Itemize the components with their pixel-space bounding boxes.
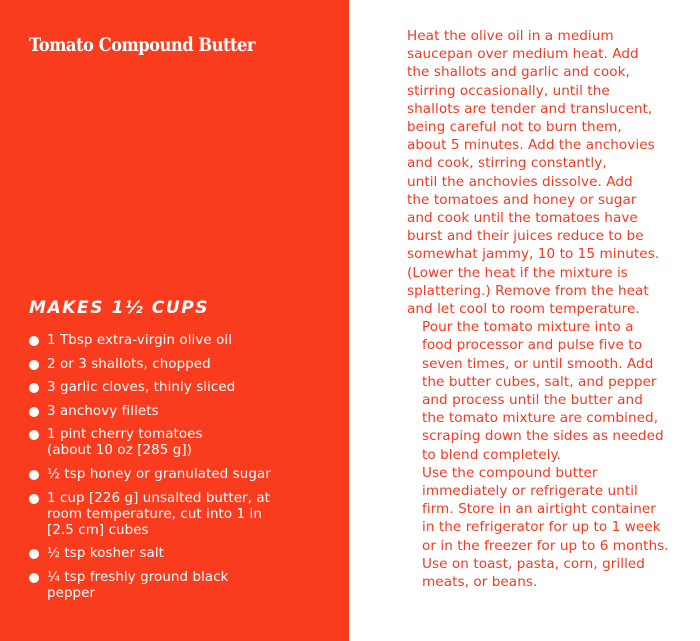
method-paragraph (407, 555, 697, 591)
method-line: firm. Store in an airtight container (422, 501, 656, 518)
method-line: seven times, or until smooth. Add (422, 355, 654, 372)
method-line: splattering.) Remove from the heat (407, 282, 649, 299)
ingredient-item (29, 333, 329, 349)
ingredient-item (29, 357, 329, 373)
method-line: Heat the olive oil in a medium (407, 28, 614, 44)
method-line: stirring occasionally, until the (407, 82, 610, 99)
method-line: being careful not to burn them, (407, 119, 622, 136)
ingredient-text: ½ tsp kosher salt (47, 546, 165, 562)
ingredient-text-line: [2.5 cm] cubes (47, 522, 149, 538)
method-line: the butter cubes, salt, and pepper (422, 373, 657, 390)
method-line: Use on toast, pasta, corn, grilled (422, 555, 645, 572)
ingredient-item (29, 546, 329, 562)
method-line: saucepan over medium heat. Add (407, 46, 639, 63)
method-line: burst and their juices reduce to be (407, 228, 644, 245)
ingredient-text-line: ¼ tsp freshly ground black (47, 569, 229, 585)
method-line: the tomato mixture are combined, (422, 410, 659, 427)
recipe-title: Tomato Compound Butter (29, 34, 256, 56)
method-line: shallots are tender and translucent, (407, 100, 653, 117)
ingredient-item (29, 467, 329, 483)
bullet-icon (29, 549, 39, 559)
method-text (407, 27, 697, 591)
ingredient-text: 1 Tbsp extra-virgin olive oil (47, 333, 233, 348)
ingredients-panel (0, 0, 349, 641)
method-line: Pour the tomato mixture into a (422, 319, 634, 336)
ingredient-text-line: pepper (47, 585, 96, 601)
method-line: and cook until the tomatoes have (407, 210, 638, 227)
method-paragraph (407, 27, 697, 318)
ingredient-item (29, 380, 329, 396)
method-line: somewhat jammy, 10 to 15 minutes. (407, 246, 660, 263)
bullet-icon (29, 383, 39, 393)
method-line: to blend completely. (422, 446, 562, 463)
method-line: and let cool to room temperature. (407, 301, 640, 318)
bullet-icon (29, 360, 39, 370)
ingredient-text: 3 garlic cloves, thinly sliced (47, 380, 236, 396)
bullet-icon (29, 470, 39, 480)
ingredient-text-line: 1 cup [226 g] unsalted butter, at (47, 490, 271, 506)
method-line: in the refrigerator for up to 1 week (422, 519, 661, 536)
ingredient-list (29, 333, 329, 609)
method-line: about 5 minutes. Add the anchovies (407, 137, 655, 154)
method-line: until the anchovies dissolve. Add (407, 173, 633, 190)
method-panel (349, 0, 700, 641)
ingredient-item (29, 404, 329, 420)
recipe-yield: MAKES 1½ CUPS (29, 298, 210, 318)
method-line: meats, or beans. (422, 574, 538, 591)
method-line: and process until the butter and (422, 392, 643, 409)
ingredient-text: ½ tsp honey or granulated sugar (47, 466, 271, 482)
bullet-icon (29, 430, 39, 440)
ingredient-text-line: 1 pint cherry tomatoes (47, 427, 203, 443)
ingredient-text-line: room temperature, cut into 1 in (47, 506, 262, 522)
bullet-icon (29, 336, 39, 346)
method-line: (Lower the heat if the mixture is (407, 264, 628, 281)
method-line: immediately or refrigerate until (422, 483, 638, 500)
method-paragraph (407, 464, 697, 555)
ingredient-item (29, 570, 329, 602)
method-line: the tomatoes and honey or sugar (407, 191, 637, 208)
ingredient-text: 2 or 3 shallots, chopped (47, 356, 211, 372)
method-line: scraping down the sides as needed (422, 428, 664, 445)
bullet-icon (29, 494, 39, 504)
ingredient-text: 3 anchovy fillets (47, 403, 159, 419)
method-paragraph (407, 318, 697, 464)
bullet-icon (29, 573, 39, 583)
ingredient-item (29, 427, 329, 459)
bullet-icon (29, 407, 39, 417)
method-line: Use the compound butter (422, 464, 598, 481)
ingredient-item (29, 491, 329, 539)
method-line: and cook, stirring constantly, (407, 155, 607, 172)
ingredient-text-line: (about 10 oz [285 g]) (47, 443, 192, 459)
method-line: the shallots and garlic and cook, (407, 64, 630, 81)
method-line: food processor and pulse five to (422, 337, 643, 354)
method-line: or in the freezer for up to 6 months. (422, 537, 669, 554)
